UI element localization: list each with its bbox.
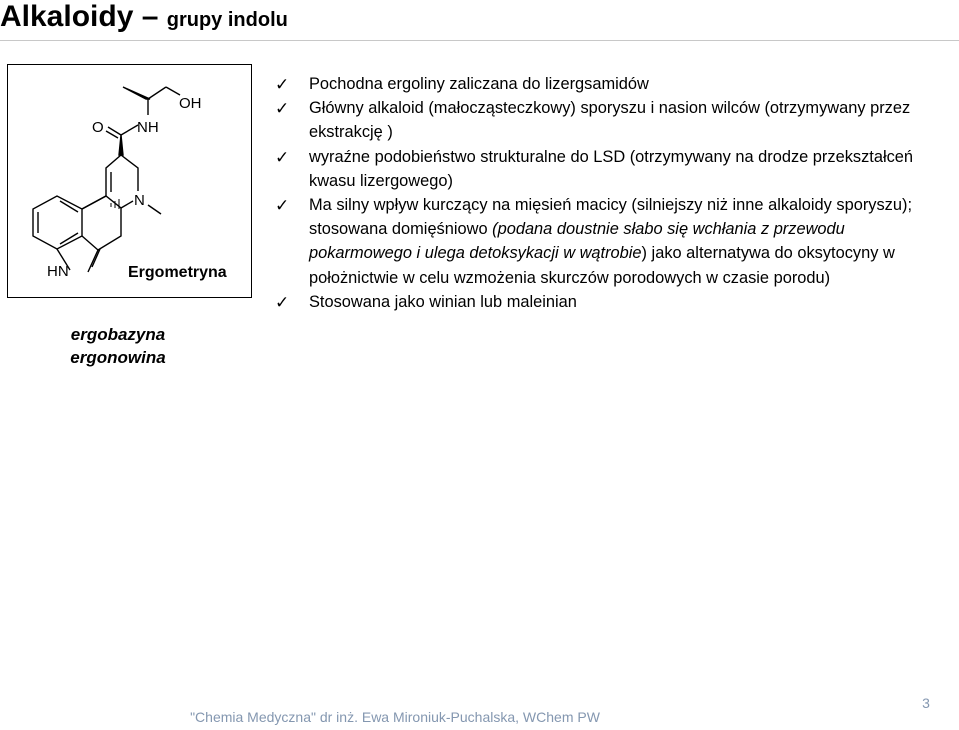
benzene-ring: [33, 196, 82, 249]
bullet-item: [275, 290, 951, 314]
atom-nh-amide: NH: [137, 119, 159, 136]
pyrrole-double-bond: [92, 249, 100, 267]
atom-o-carbonyl: O: [92, 119, 104, 136]
ring-c-bond: [82, 196, 106, 209]
amide-bond: [121, 125, 138, 135]
bullet-item: [275, 72, 951, 96]
n-methyl-bond: [148, 205, 161, 214]
structure-box: [7, 64, 252, 298]
title-subtitle: grupy indolu: [166, 9, 288, 31]
check-icon: ✓: [275, 196, 290, 216]
compound-aliases: [38, 323, 198, 369]
alias-2: ergonowina: [70, 348, 166, 367]
check-icon: ✓: [275, 147, 290, 167]
bullet-item: [275, 193, 951, 290]
title-divider: [0, 40, 959, 41]
check-icon: ✓: [275, 99, 290, 119]
bullet-text: Pochodna ergoliny zaliczana do lizergsamidów: [309, 75, 649, 93]
page-number: 3: [922, 695, 930, 711]
bullet-text: wyraźne podobieństwo strukturalne do LSD (otrzymywany na drodze przekształceń kwasu lizergowego): [309, 147, 914, 190]
bullet-item: [275, 145, 951, 193]
side-chain-bond: [148, 87, 166, 99]
ergometrine-structure-diagram: [8, 65, 251, 297]
wedge-bond: [119, 135, 123, 155]
footer-text: "Chemia Medyczna" dr inż. Ewa Mironiuk-Puchalska, WChem PW: [190, 709, 600, 725]
check-icon: ✓: [275, 292, 290, 312]
ring-d-bond: [121, 201, 133, 208]
methyl-wedge-bond: [123, 87, 150, 99]
pyrrole-bond: [82, 236, 98, 272]
bullet-item: [275, 96, 951, 144]
structure-name: Ergometryna: [128, 264, 227, 281]
bullet-text-italic: (podana doustnie słabo się wchłania z przewodu pokarmowego i ulega detoksykacji w wątrobie: [309, 220, 845, 263]
slide-title: [0, 0, 288, 37]
check-icon: ✓: [275, 75, 290, 94]
atom-hn-indole: HN: [47, 263, 69, 280]
title-main: Alkaloidy –: [0, 0, 159, 33]
bullet-list: [275, 72, 951, 314]
bullet-text: Ma silny wpływ kurczący na mięsień macicy (silniejszy niż inne alkaloidy sporyszu); stosowana domięśniowo: [309, 196, 913, 239]
bullet-text: ) jako alternatywa do oksytocyny w położnictwie w celu wzmożenia skurczów porodowych w czasie porodu): [309, 244, 895, 287]
bullet-text: Główny alkaloid (małocząsteczkowy) sporyszu i nasion wilców (otrzymywany przez ekstrakcję ): [309, 99, 911, 142]
bullet-text: Stosowana jako winian lub maleinian: [309, 292, 577, 311]
hydroxyl-bond: [166, 87, 180, 95]
alias-1: ergobazyna: [70, 325, 166, 344]
atom-oh: OH: [179, 95, 202, 112]
atom-n-ring: N: [134, 192, 145, 209]
